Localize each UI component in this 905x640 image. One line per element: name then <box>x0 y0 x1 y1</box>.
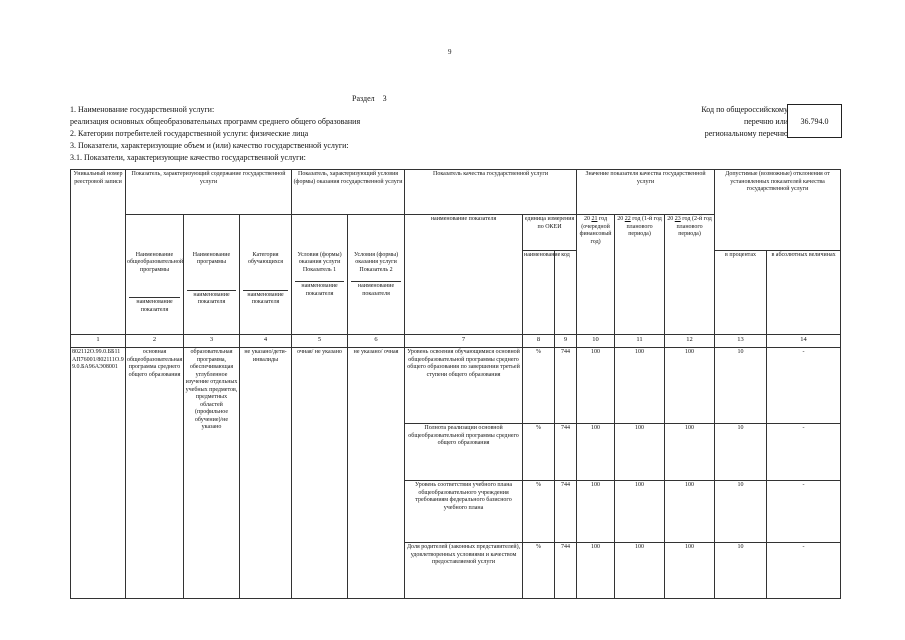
deviation-absolute: - <box>767 543 841 599</box>
header-unit: единица измерения по ОКЕИ <box>523 215 577 251</box>
deviation-percent: 10 <box>715 481 767 543</box>
column-number: 13 <box>715 335 767 348</box>
column-number: 2 <box>126 335 184 348</box>
column-number: 9 <box>555 335 577 348</box>
header-student-category: Категория обучающихся наименование показателя <box>240 251 292 335</box>
code-label-1: Код по общероссийскому <box>701 105 788 114</box>
value-year-1: 100 <box>577 424 615 481</box>
student-category: не указано/дети-инвалиды <box>240 348 292 599</box>
condition-2: не указано/ очная <box>348 348 405 599</box>
indicator-unit: % <box>523 543 555 599</box>
indicator-code: 744 <box>555 481 577 543</box>
service-name-value: реализация основных общеобразовательных программ среднего общего образования <box>70 117 361 126</box>
column-number: 3 <box>184 335 240 348</box>
deviation-absolute: - <box>767 424 841 481</box>
column-number: 7 <box>405 335 523 348</box>
column-number: 6 <box>348 335 405 348</box>
column-number: 10 <box>577 335 615 348</box>
header-conditions-indicator: Показатель, характеризующий условия (формы) оказания государственной услуги <box>292 170 405 215</box>
section-heading <box>352 94 387 103</box>
condition-1: очная/ не указано <box>292 348 348 599</box>
section-number: 3 <box>382 94 387 103</box>
header-deviation-percent: в процентах <box>715 251 767 335</box>
indicator-code: 744 <box>555 348 577 424</box>
header-program-name: Наименование общеобразовательной программы наименование показателя <box>126 251 184 335</box>
indicator-name: Уровень освоения обучающимися основной общеобразовательной программы среднего общего образования по завершении третьей ступени общего образования <box>405 348 523 424</box>
header-unit-name: наименование <box>523 251 555 335</box>
value-year-1: 100 <box>577 481 615 543</box>
consumer-category: 2. Категории потребителей государственной услуги: физические лица <box>70 129 309 138</box>
indicator-code: 744 <box>555 424 577 481</box>
header-content-indicator: Показатель, характеризующий содержание государственной услуги <box>126 170 292 215</box>
indicator-unit: % <box>523 481 555 543</box>
value-year-3: 100 <box>665 543 715 599</box>
column-number: 4 <box>240 335 292 348</box>
header-quality-values: Значение показателя качества государственной услуги <box>577 170 715 215</box>
quality-indicators-table <box>70 169 841 599</box>
deviation-percent: 10 <box>715 348 767 424</box>
column-numbers-row <box>71 335 841 348</box>
column-number: 1 <box>71 335 126 348</box>
page-number: 9 <box>448 48 452 56</box>
deviation-absolute: - <box>767 348 841 424</box>
indicator-unit: % <box>523 348 555 424</box>
header-year-1: 20 21 год (очередной финансовый год) <box>577 215 615 335</box>
value-year-2: 100 <box>615 348 665 424</box>
header-conditions-blank-1 <box>292 215 348 251</box>
column-number: 5 <box>292 335 348 348</box>
program-name: основная общеобразовательная программа среднего общего образования <box>126 348 184 599</box>
indicator-name: Доля родителей (законных представителей), удовлетворенных условиями и качеством предоставляемой услуги <box>405 543 523 599</box>
deviation-absolute: - <box>767 481 841 543</box>
value-year-2: 100 <box>615 424 665 481</box>
indicators-heading: 3. Показатели, характеризующие объем и (или) качество государственной услуги: <box>70 141 349 150</box>
code-value-box: 36.794.0 <box>787 104 842 138</box>
header-program: Наименование программы наименование показателя <box>184 251 240 335</box>
service-name-label: 1. Наименование государственной услуги: <box>70 105 215 114</box>
table-row <box>71 348 841 424</box>
indicator-unit: % <box>523 424 555 481</box>
header-conditions-blank-2 <box>348 215 405 251</box>
value-year-1: 100 <box>577 348 615 424</box>
header-content-blank-2 <box>184 215 240 251</box>
header-deviation: Допустимые (возможные) отклонения от установленных показателей качества государственной услуги <box>715 170 841 251</box>
header-content-blank-1 <box>126 215 184 251</box>
header-indicator-name: наименование показателя <box>405 215 523 335</box>
value-year-3: 100 <box>665 348 715 424</box>
header-unique-number: Уникальный номер реестровой записи <box>71 170 126 335</box>
header-content-blank-3 <box>240 215 292 251</box>
code-label-2: перечню или <box>743 117 788 126</box>
header-condition-1: Условия (формы) оказания услуги Показатель 1 наименование показателя <box>292 251 348 335</box>
header-condition-2: Условия (формы) оказания услуги Показатель 2 наименование показателя <box>348 251 405 335</box>
deviation-percent: 10 <box>715 543 767 599</box>
value-year-1: 100 <box>577 543 615 599</box>
column-number: 14 <box>767 335 841 348</box>
column-number: 8 <box>523 335 555 348</box>
code-label-3: региональному перечню <box>704 129 788 138</box>
value-year-2: 100 <box>615 481 665 543</box>
indicator-name: Полнота реализации основной общеобразовательной программы среднего общего образования <box>405 424 523 481</box>
column-number: 12 <box>665 335 715 348</box>
header-deviation-absolute: в абсолютных величинах <box>767 251 841 335</box>
column-number: 11 <box>615 335 665 348</box>
value-year-3: 100 <box>665 424 715 481</box>
program-type: образовательная программа, обеспечивающая углубленное изучение отдельных учебных предметов, предметных областей (профильное обучение)/не указано <box>184 348 240 599</box>
indicator-code: 744 <box>555 543 577 599</box>
indicator-name: Уровень соответствия учебного плана общеобразовательного учреждения требованиям федерального базисного учебного плана <box>405 481 523 543</box>
deviation-percent: 10 <box>715 424 767 481</box>
header-year-3: 20 23 год (2-й год планового периода) <box>665 215 715 335</box>
header-unit-code: код <box>555 251 577 335</box>
section-label: Раздел <box>352 94 375 103</box>
value-year-2: 100 <box>615 543 665 599</box>
header-quality-indicator: Показатель качества государственной услуги <box>405 170 577 215</box>
registry-code: 802112О.99.0.ББ11АП76001/802111О.99.0.БА96АЭ08001 <box>71 348 126 599</box>
quality-indicators-heading: 3.1. Показатели, характеризующие качество государственной услуги: <box>70 153 306 162</box>
header-year-2: 20 22 год (1-й год планового периода) <box>615 215 665 335</box>
value-year-3: 100 <box>665 481 715 543</box>
